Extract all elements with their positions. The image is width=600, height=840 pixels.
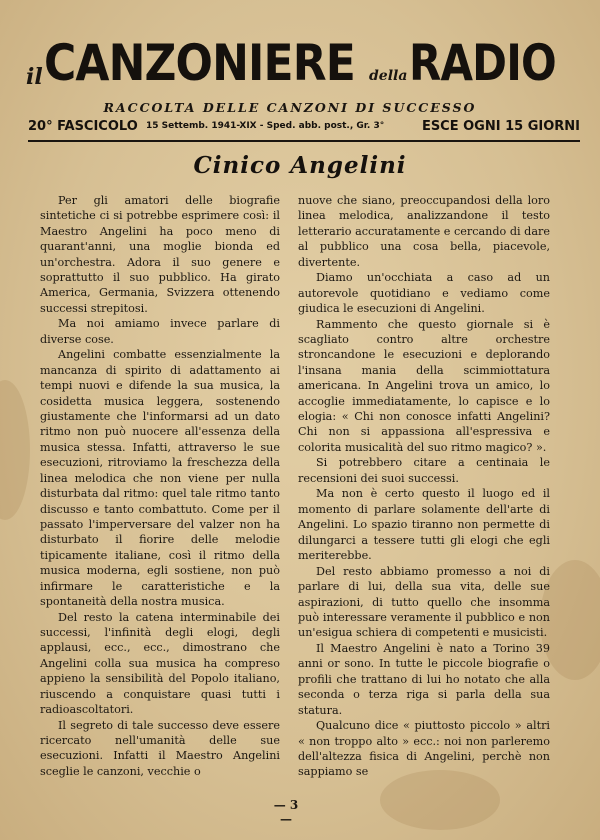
header-rule [28, 140, 580, 142]
masthead-title-right: RADIO [409, 34, 556, 92]
paper-stain [0, 380, 30, 520]
page-number: — 3 — [273, 798, 299, 826]
paragraph: Ma noi amiamo invece parlare di diverse cose. [40, 317, 280, 346]
paragraph: Diamo un'occhiata a caso ad un autorevole quotidiano e vediamo come giudica le esecuzioni di Angelini. [298, 271, 550, 316]
article-column-left [40, 193, 280, 779]
paragraph: Qualcuno dice « piuttosto piccolo » altri « non troppo alto » ecc.: noi non parleremo dell'altezza fisica di Angelini, perchè non sappiamo se [298, 719, 550, 779]
paragraph: Angelini combatte essenzialmente la mancanza di spirito di adattamento ai tempi nuovi e difende la sua musica, la cosidetta musica leggera, sostenendo giustamente che l'informarsi ad un dato ritmo non può nuocere all'essenza della musica stessa. Infatti, attraverso le sue esecuzioni, ritroviamo la freschezza della linea melodica che non viene per nulla disturbata dal ritmo: quel tale ritmo tanto discusso e tanto combattuto. Come per il passato l'imperversare del valzer non ha disturbato il fiorire delle melodie tipicamente italiane, così il ritmo della musica moderna, egli sostiene, non può infirmare le caratteristiche e la spontaneità della nostra musica. [40, 348, 280, 608]
paragraph: Si potrebbero citare a centinaia le recensioni dei suoi successi. [298, 456, 550, 485]
paragraph: Per gli amatori delle biografie sintetiche ci si potrebbe esprimere così: il Maestro Angelini ha poco meno di quarant'anni, una moglie bionda ed un'orchestra. Adora il suo genere e soprattutto il suo pubblico. Ha girato America, Germania, Svizzera ottenendo successi strepitosi. [40, 194, 280, 315]
paragraph: Del resto abbiamo promesso a noi di parlare di lui, della sua vita, delle sue aspirazioni, di tutto quello che insomma può interessare veramente il pubblico e non un'esigua schiera di competenti e musicisti. [298, 564, 550, 640]
masthead-connector: della [369, 68, 408, 84]
issue-info-row [28, 119, 580, 137]
paragraph: Rammento che questo giornale si è scagliato contro altre orchestre stroncandone le esecuzioni e deplorando l'insana mania della scimmiottatura americana. In Angelini trova un amico, lo accoglie immediatamente, lo capisce e lo elogia: « Chi non conosce infatti Angelini? Chi non si appassiona all'espressiva e colorita musicalità del suo ritmo magico? ». [298, 317, 550, 454]
paragraph: Il segreto di tale successo deve essere ricercato nell'umanità delle sue esecuzioni. Infatti il Maestro Angelini sceglie le canzoni, vecchie o [40, 718, 280, 778]
masthead-title-left: CANZONIERE [44, 34, 355, 92]
article-column-right [298, 193, 550, 780]
issue-frequency: ESCE OGNI 15 GIORNI [421, 119, 580, 134]
masthead [22, 30, 582, 96]
masthead-subtitle: RACCOLTA DELLE CANZONI DI SUCCESSO [103, 100, 477, 115]
paragraph: Il Maestro Angelini è nato a Torino 39 anni or sono. In tutte le piccole biografie o profili che trattano di lui ho notato che alla seconda o terza riga si parla della sua statura. [298, 641, 550, 717]
article-title: Cinico Angelini [193, 152, 407, 179]
paragraph: Ma non è certo questo il luogo ed il momento di parlare solamente dell'arte di Angelini. Lo spazio tiranno non permette di dilungarci a tessere tutti gli elogi che egli meriterebbe. [298, 487, 550, 563]
masthead-prefix: il [26, 64, 43, 90]
paragraph-continued: nuove che siano, preoccupandosi della loro linea melodica, analizzandone il testo letterario accuratamente e cercando di dare al pubblico una cosa bella, piacevole, divertente. [298, 194, 550, 269]
issue-number: 20° FASCICOLO [28, 119, 138, 134]
paragraph: Del resto la catena interminabile dei successi, l'infinità degli elogi, degli applausi, ecc., ecc., dimostrano che Angelini colla sua musica ha compreso appieno la sensibilità del Popolo italiano, riuscendo a conquistare quasi tutti i radioascoltatori. [40, 610, 280, 716]
issue-date-line: 15 Settemb. 1941-XIX - Sped. abb. post., Gr. 3° [146, 121, 385, 131]
